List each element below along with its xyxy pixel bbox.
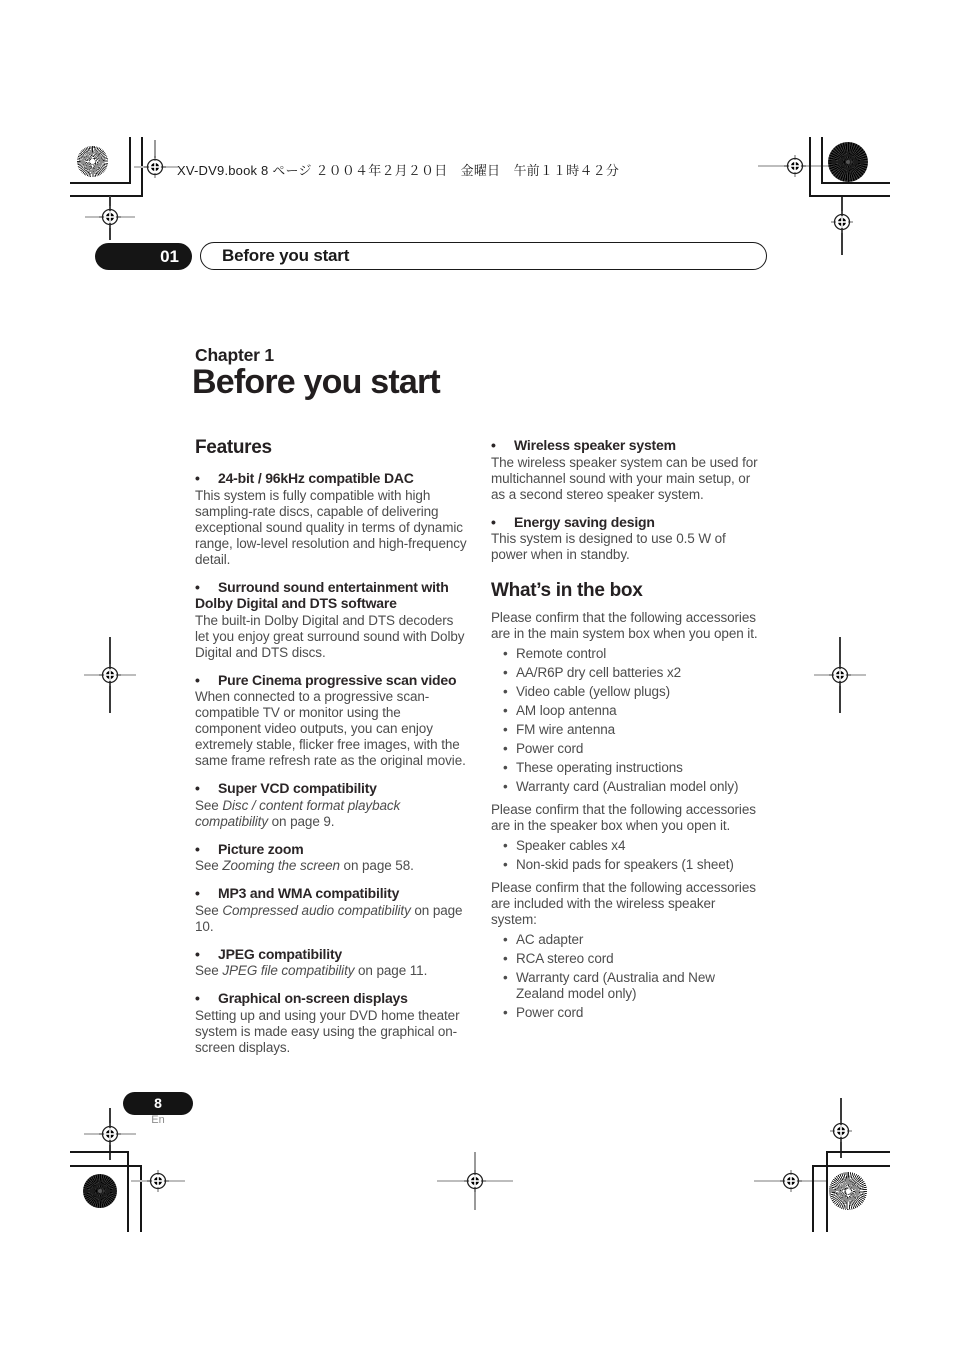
feature-title: • Pure Cinema progressive scan video xyxy=(195,671,457,688)
feature-title: • Surround sound entertainment with Dolby Digital and DTS software xyxy=(195,578,449,611)
bullet-icon: • xyxy=(195,578,200,595)
bullet-icon: • xyxy=(195,945,200,962)
feature-item xyxy=(195,780,468,830)
bullet-icon: • xyxy=(503,970,508,985)
registration-mark-icon xyxy=(464,1170,486,1192)
list-item: • Power cord xyxy=(503,1005,584,1020)
bullet-icon: • xyxy=(503,741,508,756)
feature-cross-reference: See Disc / content format playback compatibility on page 9. xyxy=(195,797,401,829)
bullet-icon: • xyxy=(195,990,200,1006)
bullet-icon: • xyxy=(491,513,496,530)
registration-mark-icon xyxy=(99,1123,121,1145)
crop-mark xyxy=(129,137,131,184)
bullet-icon: • xyxy=(503,779,508,794)
registration-mark-icon xyxy=(780,1170,802,1192)
crop-mark xyxy=(70,1151,128,1153)
crop-mark xyxy=(809,195,890,197)
feature-title: • Energy saving design xyxy=(491,513,655,530)
bullet-icon: • xyxy=(503,857,508,872)
crop-mark xyxy=(821,137,823,184)
chapter-number-badge: 01 xyxy=(95,243,192,270)
bullet-icon: • xyxy=(503,703,508,718)
bullet-icon: • xyxy=(195,885,200,901)
bullet-icon: • xyxy=(503,838,508,853)
page-title: Before you start xyxy=(192,363,440,401)
feature-title: • Picture zoom xyxy=(195,840,304,857)
registration-mark-icon xyxy=(144,156,166,178)
color-calibration-wheel-icon xyxy=(77,146,108,177)
feature-item xyxy=(195,990,468,1056)
crop-mark xyxy=(127,1151,129,1232)
right-column xyxy=(491,437,764,1024)
feature-body: This system is fully compatible with high sampling-rate discs, capable of delivering exceptional sound quality in terms of dynamic range, low-level resolution and high-frequency detail. xyxy=(195,487,467,567)
crop-mark xyxy=(821,182,890,184)
feature-title: • Wireless speaker system xyxy=(491,437,676,453)
list-item: • AM loop antenna xyxy=(503,703,617,718)
bullet-icon: • xyxy=(195,780,200,796)
feature-item xyxy=(195,885,468,935)
page-number-badge: 8 xyxy=(123,1092,193,1115)
feature-item xyxy=(195,579,468,661)
feature-item xyxy=(491,514,764,564)
list-item: • FM wire antenna xyxy=(503,722,616,737)
left-column xyxy=(195,437,468,1067)
bullet-icon: • xyxy=(503,684,508,699)
bullet-icon: • xyxy=(195,840,200,857)
bullet-icon: • xyxy=(195,470,200,486)
color-calibration-wheel-icon xyxy=(83,1174,117,1208)
box-intro: Please confirm that the following accessories are included with the wireless speaker system: xyxy=(491,880,756,927)
bullet-icon: • xyxy=(503,932,508,947)
feature-title: • JPEG compatibility xyxy=(195,945,342,962)
registration-mark-icon xyxy=(99,206,121,228)
section-heading-features: Features xyxy=(195,437,272,458)
crop-mark xyxy=(809,137,811,197)
bullet-icon: • xyxy=(503,760,508,775)
language-label: En xyxy=(151,1114,165,1126)
crop-mark xyxy=(140,1165,142,1232)
registration-mark-icon xyxy=(147,1170,169,1192)
feature-cross-reference: See Compressed audio compatibility on page 10. xyxy=(195,902,463,934)
feature-title: • Super VCD compatibility xyxy=(195,780,377,796)
feature-body: This system is designed to use 0.5 W of power when in standby. xyxy=(491,531,726,562)
bullet-icon: • xyxy=(503,665,508,680)
list-item: • AA/R6P dry cell batteries x2 xyxy=(503,665,682,680)
list-item: • Power cord xyxy=(503,741,584,756)
crop-mark xyxy=(826,1151,828,1232)
list-item: • Video cable (yellow plugs) xyxy=(503,684,670,699)
list-item: • Warranty card (Australian model only) xyxy=(503,779,739,794)
registration-mark-icon xyxy=(830,1120,852,1142)
feature-cross-reference: See JPEG file compatibility on page 11. xyxy=(195,963,428,978)
color-calibration-wheel-icon xyxy=(828,142,868,182)
feature-cross-reference: See Zooming the screen on page 58. xyxy=(195,858,414,873)
feature-item xyxy=(195,946,468,980)
bullet-icon: • xyxy=(503,951,508,966)
registration-mark-icon xyxy=(829,664,851,686)
list-item: • Speaker cables x4 xyxy=(503,838,626,853)
list-item: • AC adapter xyxy=(503,932,584,947)
document-header-line: XV-DV9.book 8 ページ ２００４年２月２０日 金曜日 午前１１時４２分 xyxy=(177,163,620,178)
registration-mark-icon xyxy=(831,211,853,233)
feature-item xyxy=(195,841,468,875)
bullet-icon: • xyxy=(503,1005,508,1020)
feature-item xyxy=(195,470,468,568)
color-calibration-wheel-icon xyxy=(829,1172,867,1210)
feature-title: • 24-bit / 96kHz compatible DAC xyxy=(195,470,414,486)
bullet-icon: • xyxy=(503,722,508,737)
list-item: • These operating instructions xyxy=(503,760,683,775)
chapter-header-bar: Before you start xyxy=(200,242,767,270)
box-intro: Please confirm that the following accessories are in the speaker box when you open it. xyxy=(491,802,756,833)
registration-mark-icon xyxy=(784,155,806,177)
list-item: • Remote control xyxy=(503,646,607,661)
feature-item xyxy=(491,437,764,503)
feature-body: When connected to a progressive scan-compatible TV or monitor using the component video outputs, you can enjoy extremely stable, flicker free images, with the same frame refresh rate as the original movie. xyxy=(195,689,466,768)
chapter-kicker: Chapter 1 xyxy=(195,345,274,365)
bullet-icon: • xyxy=(195,671,200,688)
bullet-icon: • xyxy=(491,437,496,453)
crop-mark xyxy=(70,1165,141,1167)
feature-item xyxy=(195,672,468,770)
crop-mark xyxy=(812,1165,814,1232)
feature-title: • Graphical on-screen displays xyxy=(195,990,408,1006)
feature-body: The wireless speaker system can be used for multichannel sound with your main setup, or as a second stereo speaker system. xyxy=(491,454,758,502)
crop-mark xyxy=(70,195,142,197)
box-intro: Please confirm that the following accessories are in the main system box when you open it. xyxy=(491,610,758,641)
crop-mark xyxy=(70,182,130,184)
crop-mark xyxy=(827,1151,890,1153)
list-item: • Non-skid pads for speakers (1 sheet) xyxy=(503,857,734,872)
bullet-icon: • xyxy=(503,646,508,661)
section-heading-whats-in-the-box: What’s in the box xyxy=(491,580,643,601)
feature-body: The built-in Dolby Digital and DTS decoders let you enjoy great surround sound with Dolby Digital and DTS discs. xyxy=(195,612,465,660)
feature-body: Setting up and using your DVD home theater system is made easy using the graphical on-screen displays. xyxy=(195,1007,460,1055)
list-item: • RCA stereo cord xyxy=(503,951,614,966)
list-item: • Warranty card (Australia and New Zealand model only) xyxy=(503,970,715,1001)
crop-mark xyxy=(813,1165,890,1167)
feature-title: • MP3 and WMA compatibility xyxy=(195,885,400,901)
registration-mark-icon xyxy=(99,664,121,686)
